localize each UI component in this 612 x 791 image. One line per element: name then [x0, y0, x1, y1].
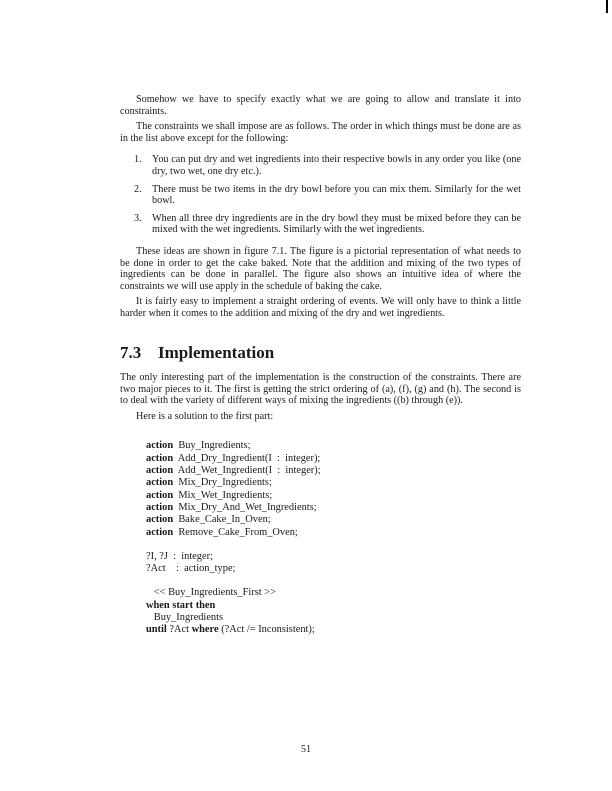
code-line: ?I, ?J : integer;	[146, 550, 213, 562]
page-number: 51	[300, 744, 312, 755]
code-line: ?Act : action_type;	[146, 563, 236, 575]
list-number: 1.	[134, 154, 142, 166]
code-keyword: then	[195, 599, 216, 611]
code-keyword: start	[172, 599, 194, 611]
code-text: ?Act	[169, 624, 190, 636]
code-text: Remove_Cake_From_Oven;	[178, 526, 298, 538]
scan-edge-mark	[606, 0, 608, 13]
code-line	[146, 465, 521, 477]
list-item	[134, 154, 521, 177]
paragraph: These ideas are shown in figure 7.1. The figure is a pictorial representation of what needs to be done in order to get the cake baked. Note that the addition and mixing of the two types of ingredients can be done in parallel. The figure also shows an intuitive idea of where the constraints we will use apply in the schedule of baking the cake.	[120, 245, 521, 292]
paragraph: The constraints we shall impose are as follows. The order in which things must be done are as in the list above except for the following:	[120, 121, 521, 144]
code-text: Add_Wet_Ingredient(I : integer);	[177, 465, 321, 477]
code-keyword: when	[146, 599, 170, 611]
section-title: Implementation	[158, 342, 275, 362]
code-keyword: action	[146, 452, 174, 464]
list-item	[134, 184, 521, 207]
list-number: 2.	[134, 183, 142, 195]
code-text: (?Act /= Inconsistent);	[221, 624, 315, 636]
list-item	[134, 213, 521, 236]
paragraph: The only interesting part of the implementation is the construction of the constraints. There are two major pieces to it. The first is getting the strict ordering of (a), (f), (g) and (h). The second is to deal with the variety of different ways of mixing the ingredients ((b) through (e)).	[120, 372, 521, 407]
code-listing	[146, 440, 521, 636]
code-line	[146, 527, 521, 539]
code-keyword: action	[146, 477, 174, 489]
paragraph: Somehow we have to specify exactly what we are going to allow and translate it into constraints.	[120, 94, 521, 117]
code-keyword: action	[146, 465, 174, 477]
code-keyword: until	[146, 624, 167, 636]
code-keyword: action	[146, 440, 174, 452]
code-line	[146, 477, 521, 489]
code-keyword: action	[146, 514, 174, 526]
code-text: Bake_Cake_In_Oven;	[178, 514, 271, 526]
code-keyword: action	[146, 501, 174, 513]
code-line: << Buy_Ingredients_First >>	[146, 587, 276, 599]
code-line	[146, 453, 521, 465]
code-blank-line	[146, 539, 521, 551]
code-line	[146, 490, 521, 502]
list-text: You can put dry and wet ingredients into their respective bowls in any order you like (one dry, two wet, one dry etc.).	[152, 154, 521, 177]
list-number: 3.	[134, 212, 142, 224]
code-line	[146, 440, 521, 452]
code-line	[146, 600, 521, 612]
code-line: Buy_Ingredients	[146, 612, 224, 624]
code-text: Mix_Dry_Ingredients;	[178, 477, 272, 489]
code-text: Add_Dry_Ingredient(I : integer);	[177, 452, 321, 464]
code-text: Mix_Wet_Ingredients;	[178, 489, 273, 501]
code-line	[146, 624, 521, 636]
code-keyword: where	[191, 624, 219, 636]
page-body	[120, 94, 521, 637]
code-text: Mix_Dry_And_Wet_Ingredients;	[178, 501, 317, 513]
code-keyword: action	[146, 526, 174, 538]
paragraph: It is fairly easy to implement a straight ordering of events. We will only have to think a little harder when it comes to the addition and mixing of the dry and wet ingredients.	[120, 296, 521, 319]
paragraph: Here is a solution to the first part:	[136, 410, 274, 422]
code-line	[146, 514, 521, 526]
code-line	[146, 502, 521, 514]
code-keyword: action	[146, 489, 174, 501]
section-number: 7.3	[120, 342, 142, 362]
list-text: When all three dry ingredients are in the dry bowl they must be mixed before they can be mixed with the wet ingredients. Similarly with the wet ingredients.	[152, 212, 521, 236]
code-text: Buy_Ingredients;	[178, 440, 251, 452]
list-text: There must be two items in the dry bowl before you can mix them. Similarly for the wet bowl.	[152, 183, 521, 207]
code-blank-line	[146, 575, 521, 587]
section-heading	[120, 342, 521, 362]
constraint-list	[120, 154, 521, 236]
